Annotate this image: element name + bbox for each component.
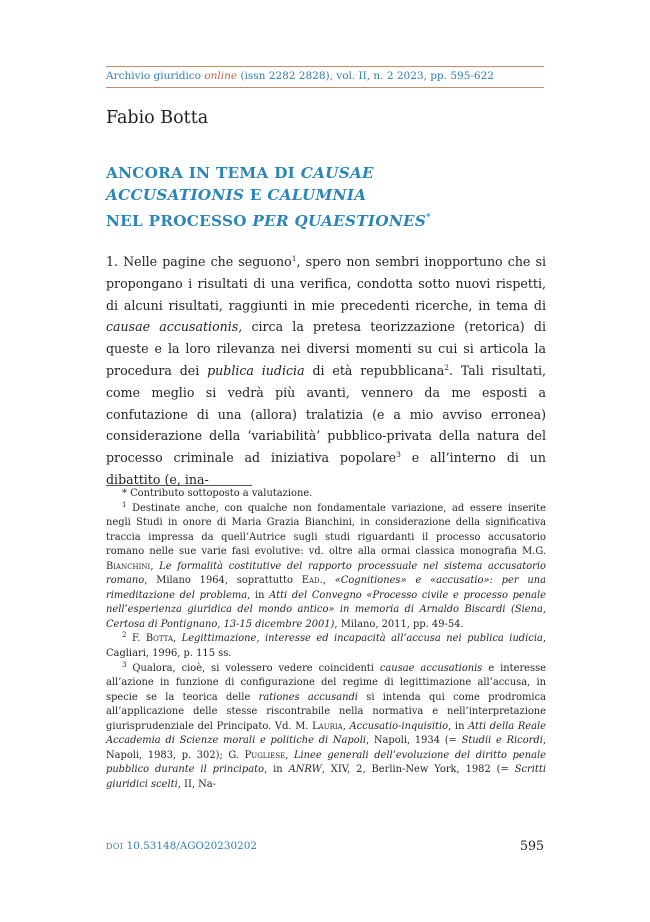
- footnote-text: , in: [247, 589, 270, 601]
- footnote-text: , Milano, 2011, pp. 49-54.: [334, 618, 464, 630]
- work-title: Linee generali dell’evoluzione del diritto penale pubblico durante il principato: [106, 749, 546, 776]
- footnote-text: , Napoli, 1934 (=: [366, 735, 462, 747]
- footnote-text: F.: [126, 633, 146, 645]
- footnote-text: ,: [285, 749, 294, 761]
- header-rule-top: [106, 66, 544, 67]
- work-title: Atti della Reale Accademia di Scienze morali e politiche di Napoli: [106, 720, 547, 747]
- title-text: NEL PROCESSO: [106, 212, 253, 230]
- title-text: E: [244, 185, 268, 204]
- footnote-text: , XIV, 2, Berlin-New York, 1982 (=: [321, 764, 515, 776]
- title-italic: CALUMNIA: [267, 185, 367, 204]
- footnote-text: , in: [448, 720, 469, 732]
- footnote-text: Contributo sottoposto a valutazione.: [126, 488, 313, 499]
- body-span: , spero non sembri inopportuno che si propongano i risultati di una verifica, condotta sotto nuovi rispetti, di alcuni risultati, raggiunti in mie precedenti ricerche, in tema di: [106, 254, 546, 313]
- footnote-star: [106, 487, 546, 502]
- journal-online: online: [204, 70, 238, 82]
- body-italic: causae accusationis: [106, 319, 239, 335]
- footnote-text: , Milano 1964, soprattutto: [144, 575, 302, 587]
- body-span: , circa la pretesa teorizzazione (retorica) di queste e la loro rilevanza nei diversi momenti su cui si articola la procedura dei: [106, 319, 546, 378]
- footnote-mark: 2: [122, 631, 127, 640]
- footnote-text: si intenda qui come prodromica all’applicazione delle stesse riscontrabile nella normativa e nell’interpretazione giurisprudenziale del Principato. Vd. M.: [106, 691, 546, 732]
- body-span: e all’interno di un dibattito (e, ina-: [106, 450, 546, 487]
- author-smallcaps: Lauria: [312, 720, 343, 732]
- title-line-3: [106, 206, 546, 233]
- author-smallcaps: Botta: [145, 633, 174, 645]
- footnote-2: [106, 632, 546, 661]
- body-paragraph: [106, 251, 546, 491]
- footnote-3: [106, 662, 546, 793]
- footnote-text: , Cagliari, 1996, p. 115 ss.: [106, 633, 547, 660]
- title-italic: ACCUSATIONIS: [106, 185, 245, 204]
- work-title: Studii e Ricordi: [461, 735, 543, 747]
- footnote-text: ,: [173, 633, 182, 645]
- footnote-text: Qualora, cioè, si volessero vedere coincidenti: [126, 662, 380, 674]
- footnote-ref-3[interactable]: 3: [396, 450, 401, 460]
- body-italic: publica iudicia: [207, 362, 305, 378]
- title-line-2: [106, 185, 546, 207]
- doi-value: 10.53148/AGO20230202: [123, 840, 257, 852]
- footnote-text: , Napoli, 1983, p. 302); G.: [106, 735, 546, 761]
- title-line-1: [106, 163, 546, 185]
- footnote-text: , II, Na-: [177, 778, 216, 790]
- work-title: causae accusationis: [379, 662, 483, 674]
- footnote-ref-1[interactable]: 1: [291, 254, 297, 263]
- header-rule-bottom: [106, 87, 544, 88]
- journal-header: [106, 70, 546, 82]
- title-footnote-mark[interactable]: *: [426, 211, 431, 221]
- work-title: «Cognitiones» e «accusatio»: per una rimeditazione del problema: [106, 575, 546, 601]
- footnote-text: Destinate anche, con qualche non fondamentale variazione, ad essere inserite negli Studi in onore di Maria Grazia Bianchini, in considerazione della significativa traccia impressa da quell’Autrice sugli studi riguardanti il processo accusatorio romano nelle sue varie fasi evolutive: vd. oltre alla ormai classica monografia M.G.: [106, 502, 546, 558]
- footnote-text: , in: [264, 764, 289, 776]
- body-span: di età repubblicana: [304, 362, 445, 378]
- footnote-mark: 1: [122, 500, 127, 509]
- work-title: Scritti giuridici scelti: [106, 764, 547, 790]
- work-title: Le formalità costitutive del rapporto processuale nel sistema accusatorio romano: [106, 560, 547, 587]
- work-title: ANRW: [288, 764, 322, 776]
- work-title: Accusatio-inquisitio: [349, 720, 449, 732]
- work-title: Atti del Convegno «Processo civile e processo penale nell’esperienza giuridica del mondo antico» in memoria di Arnaldo Biscardi (Siena, Certosa di Pontignano, 13-15 dicembre 2001): [106, 589, 546, 630]
- footnote-mark: *: [122, 488, 127, 499]
- article-title: [106, 163, 546, 233]
- body-text: [106, 251, 546, 491]
- title-text: ANCORA IN TEMA DI: [106, 164, 301, 182]
- author-name: Fabio Botta: [106, 108, 209, 128]
- journal-details: (issn 2282 2828), vol. II, n. 2 2023, pp. 595-622: [237, 70, 494, 82]
- work-title: rationes accusandi: [258, 691, 358, 703]
- footnote-separator: [106, 485, 252, 486]
- body-span: 1. Nelle pagine che seguono: [106, 254, 292, 269]
- footnote-text: ,: [342, 720, 350, 732]
- footnote-text: ,: [322, 575, 335, 587]
- doi-link[interactable]: [106, 840, 257, 852]
- footnote-ref-2[interactable]: 2: [444, 362, 450, 372]
- footnote-text: e interesse all’azione in funzione di configurazione del regime di legittimazione all’accusa, in specie se la teorica delle: [106, 662, 546, 703]
- author-smallcaps: Bianchini: [106, 560, 151, 572]
- work-title: Legittimazione, interesse ed incapacità all’accusa nei publica iudicia: [181, 633, 543, 645]
- author-smallcaps: Ead.: [301, 575, 323, 587]
- journal-name: Archivio giuridico: [106, 70, 205, 82]
- title-italic: CAUSAE: [300, 164, 374, 182]
- page-number: 595: [519, 838, 544, 853]
- footnote-1: [106, 502, 546, 633]
- author-smallcaps: Pugliese: [244, 749, 286, 761]
- body-span: . Tali risultati, come meglio si vedrà più avanti, vennero da me esposti a confutazione di una (allora) tralatizia (e a mio avviso erronea) considerazione della ‘variabilità’ pubblico-privata della natura del processo criminale ad iniziativa popolare: [106, 362, 546, 466]
- footnote-mark: 3: [122, 660, 127, 669]
- footnote-text: ,: [150, 560, 160, 572]
- doi-prefix: DOI: [106, 842, 124, 851]
- footnotes: [106, 487, 546, 792]
- title-italic: PER QUAESTIONES: [252, 212, 427, 230]
